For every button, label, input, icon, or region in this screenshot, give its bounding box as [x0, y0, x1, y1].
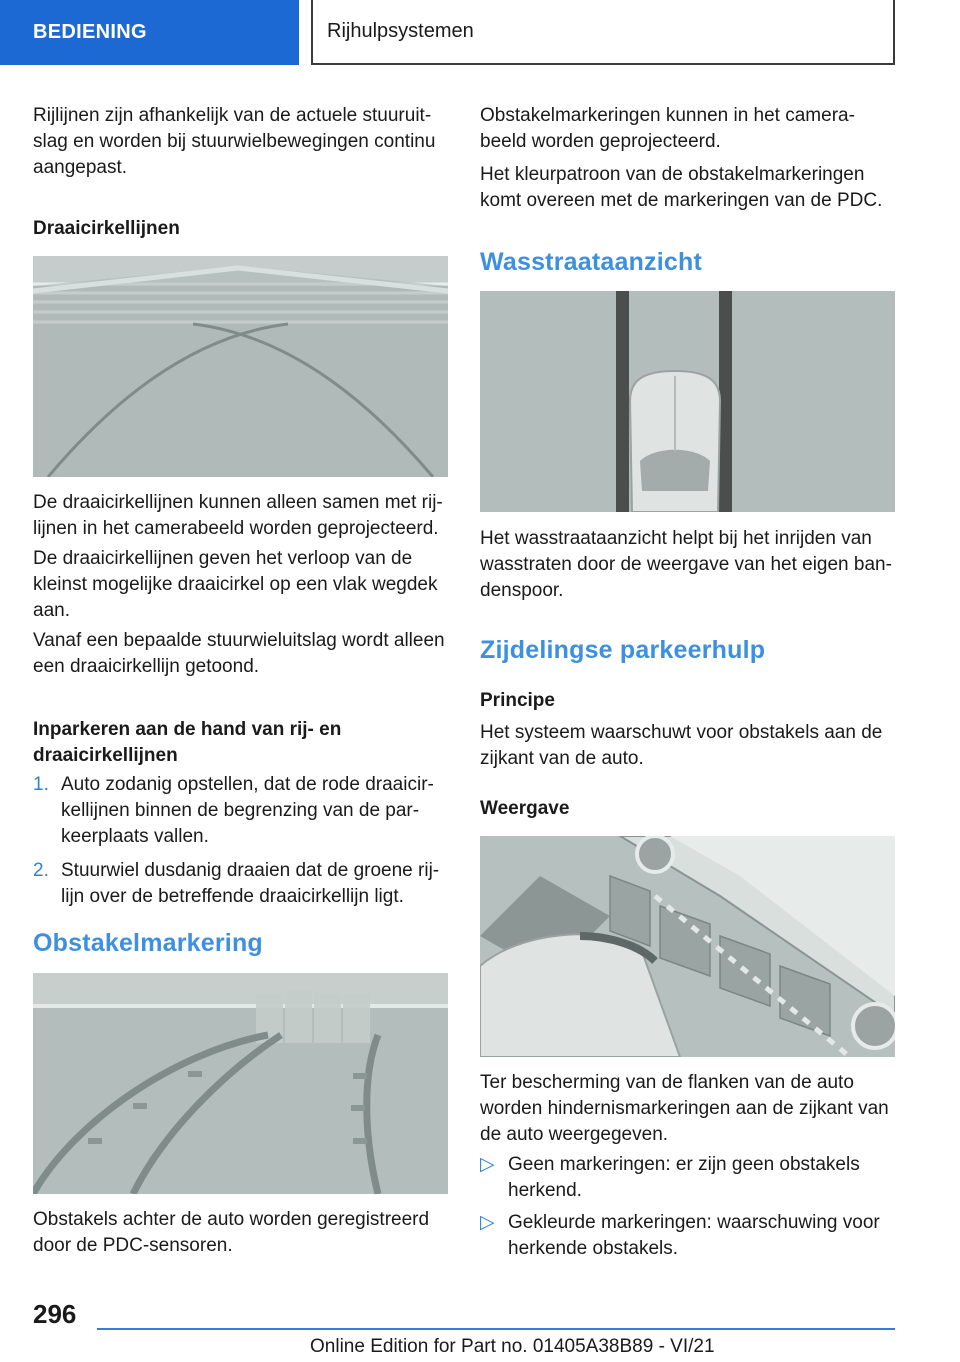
step-item: [33, 858, 449, 910]
obstacle-para-3: [480, 162, 896, 214]
parking-heading: [33, 717, 449, 769]
bullet-line: Gekleurde markeringen: waarschuwing voor: [508, 1212, 880, 1233]
bullet-line: herkende obstakels.: [508, 1238, 679, 1259]
side-parking-illustration: [480, 836, 895, 1057]
principle-heading: Principe: [480, 690, 555, 711]
intro-line: slag en worden bij stuurwielbewegingen continu: [33, 131, 436, 152]
text-line: worden hindernismarkeringen aan de zijkant van: [480, 1098, 889, 1119]
step-item: [33, 772, 449, 850]
chapter-title: Rijhulpsystemen: [311, 0, 895, 65]
intro-line: Rijlijnen zijn afhankelijk van de actuele stuuruit-: [33, 105, 432, 126]
text-line: komt overeen met de markeringen van de PDC.: [480, 190, 883, 211]
carwash-illustration: [480, 291, 895, 512]
text-line: zijkant van de auto.: [480, 748, 644, 769]
heading-line: draaicirkellijnen: [33, 745, 178, 766]
display-bullets: [480, 1152, 896, 1262]
text-line: Het wasstraataanzicht helpt bij het inrijden van: [480, 528, 872, 549]
obstacle-marking-illustration: [33, 973, 448, 1194]
text-line: Obstakelmarkeringen kunnen in het camera-: [480, 105, 855, 126]
turning-circle-heading: Draaicirkellijnen: [33, 218, 180, 239]
text-line: kleinst mogelijke draaicirkel op een vlak wegdek: [33, 574, 438, 595]
bullet-item: [480, 1210, 896, 1262]
turning-circle-illustration: [33, 256, 448, 477]
step-line: lijn over de betreffende draaicirkellijn ligt.: [61, 886, 404, 907]
bullet-line: herkend.: [508, 1180, 582, 1201]
intro-line: aangepast.: [33, 157, 128, 178]
carwash-para: [480, 526, 896, 604]
turning-para-2: [33, 546, 449, 624]
text-line: lijnen in het camerabeeld worden geprojecteerd.: [33, 518, 439, 539]
text-line: De draaicirkellijnen geven het verloop van de: [33, 548, 413, 569]
display-heading: Weergave: [480, 798, 570, 819]
text-line: aan.: [33, 600, 70, 621]
page-number: 296: [33, 1299, 77, 1329]
text-line: Het kleurpatroon van de obstakelmarkeringen: [480, 164, 865, 185]
intro-paragraph: [33, 103, 449, 181]
footer-divider: [97, 1328, 895, 1330]
obstacle-heading: Obstakelmarkering: [33, 929, 263, 957]
step-line: kellijnen binnen de begrenzing van de par-: [61, 800, 420, 821]
heading-line: Inparkeren aan de hand van rij- en: [33, 719, 342, 740]
principle-para: [480, 720, 896, 772]
obstacle-para: [33, 1207, 449, 1259]
display-para: [480, 1070, 896, 1148]
step-number: 2.: [33, 860, 49, 881]
text-line: De draaicirkellijnen kunnen alleen samen met rij-: [33, 492, 443, 513]
step-line: Stuurwiel dusdanig draaien dat de groene rij-: [61, 860, 440, 881]
text-line: de auto weergegeven.: [480, 1124, 669, 1145]
text-line: Het systeem waarschuwt voor obstakels aan de: [480, 722, 883, 743]
carwash-heading: Wasstraataanzicht: [480, 248, 702, 276]
edition-footer: Online Edition for Part no. 01405A38B89 - VI/21: [310, 1336, 715, 1357]
step-number: 1.: [33, 774, 49, 795]
turning-para-1: [33, 490, 449, 542]
turning-para-3: [33, 628, 449, 680]
text-line: door de PDC-sensoren.: [33, 1235, 233, 1256]
text-line: Vanaf een bepaalde stuurwieluitslag wordt alleen: [33, 630, 445, 651]
side-parking-figure: [480, 836, 895, 1057]
text-line: een draaicirkellijn getoond.: [33, 656, 260, 677]
text-line: wasstraten door de weergave van het eigen ban-: [480, 554, 892, 575]
text-line: Obstakels achter de auto worden geregistreerd: [33, 1209, 430, 1230]
text-line: denspoor.: [480, 580, 564, 601]
bullet-item: [480, 1152, 896, 1204]
side-parking-heading: Zijdelingse parkeerhulp: [480, 636, 766, 664]
parking-steps: [33, 772, 449, 910]
obstacle-para-2: [480, 103, 896, 155]
step-line: keerplaats vallen.: [61, 826, 209, 847]
text-line: Ter bescherming van de flanken van de auto: [480, 1072, 854, 1093]
obstacle-marking-figure: [33, 973, 448, 1194]
bullet-triangle-icon: ▷: [480, 1212, 495, 1233]
step-line: Auto zodanig opstellen, dat de rode draaicir-: [61, 774, 434, 795]
carwash-figure: [480, 291, 895, 512]
bullet-line: Geen markeringen: er zijn geen obstakels: [508, 1154, 860, 1175]
bullet-triangle-icon: ▷: [480, 1154, 495, 1175]
text-line: beeld worden geprojecteerd.: [480, 131, 721, 152]
section-tab: BEDIENING: [0, 0, 299, 65]
turning-circle-figure: [33, 256, 448, 477]
